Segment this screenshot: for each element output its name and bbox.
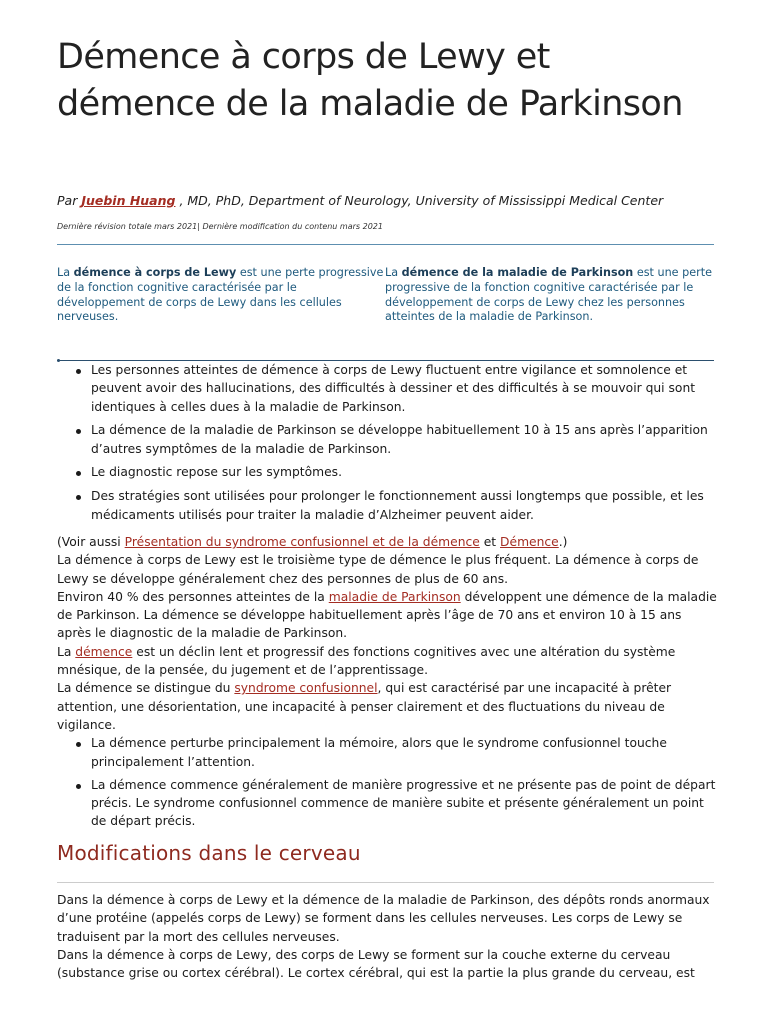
definition-lewy-text: est une perte progressive de la fonction cognitive caractérisée par le développement de corps de Lewy dans les cellules nerveuses.: [57, 266, 384, 324]
list-item: Les personnes atteintes de démence à corps de Lewy fluctuent entre vigilance et somnolence et peuvent avoir des hallucinations, des difficultés à dessiner et des difficultés à se mouvoir qui sont identiques à celles dues à la maladie de Parkinson.: [57, 361, 717, 416]
paragraph-text: La: [57, 644, 76, 659]
definition-lewy: [57, 266, 386, 325]
link-delirium[interactable]: syndrome confusionnel: [234, 681, 378, 696]
byline: [57, 193, 717, 208]
paragraph: [57, 588, 717, 643]
paragraph: [57, 643, 717, 680]
body-text: [57, 533, 717, 836]
divider: [57, 882, 714, 883]
paragraph-text: développent une démence de la maladie de Parkinson. La démence se développe habituellement après l’âge de 70 ans et environ 10 à 15 ans après le diagnostic de la maladie de Parkinson.: [57, 589, 717, 641]
see-also-post: .): [558, 535, 568, 549]
see-also-mid: et: [479, 535, 501, 549]
key-points-list: [57, 361, 717, 529]
revision-date: Dernière révision totale mars 2021| Dernière modification du contenu mars 2021: [57, 222, 383, 231]
definition-parkinson-pre: La: [385, 266, 402, 279]
link-dementia-inline[interactable]: démence: [75, 644, 133, 659]
author-link[interactable]: Juebin Huang: [81, 193, 176, 208]
paragraph-text: La démence se distingue du: [57, 681, 235, 696]
differences-list: [57, 734, 717, 830]
byline-prefix: Par: [57, 193, 82, 208]
link-overview[interactable]: Présentation du syndrome confusionnel et de la démence: [124, 535, 480, 549]
link-dementia[interactable]: Démence: [500, 535, 559, 549]
paragraph: Dans la démence à corps de Lewy et la démence de la maladie de Parkinson, des dépôts ronds anormaux d’une protéine (appelés corps de Lewy) se forment dans les cellules nerveuses. Les corps de Lewy se traduisent par la mort des cellules nerveuses.: [57, 893, 710, 944]
list-item: Des stratégies sont utilisées pour prolonger le fonctionnement aussi longtemps que possible, et les médicaments utilisés pour traiter la maladie d’Alzheimer peuvent aider.: [57, 487, 717, 524]
paragraph-text: est un déclin lent et progressif des fonctions cognitives avec une altération du système mnésique, de la pensée, du jugement et de l’apprentissage.: [57, 644, 676, 678]
paragraph-text: Environ 40 % des personnes atteintes de la: [57, 589, 329, 604]
paragraph: La démence à corps de Lewy est le troisième type de démence le plus fréquent. La démence à corps de Lewy se développe généralement chez des personnes de plus de 60 ans.: [57, 553, 699, 586]
see-also-pre: (Voir aussi: [57, 535, 125, 549]
section-body: [57, 891, 717, 982]
byline-affiliation: , MD, PhD, Department of Neurology, University of Mississippi Medical Center: [175, 193, 664, 208]
list-item: La démence perturbe principalement la mémoire, alors que le syndrome confusionnel touche principalement l’attention.: [57, 734, 717, 771]
definition-lewy-term: démence à corps de Lewy: [73, 266, 237, 279]
section-heading: Modifications dans le cerveau: [57, 841, 361, 865]
list-item: La démence commence généralement de manière progressive et ne présente pas de point de départ précis. Le syndrome confusionnel commence de manière subite et présente généralement un point de départ précis.: [57, 776, 717, 831]
definition-parkinson-text: est une perte progressive de la fonction cognitive caractérisée par le développement de corps de Lewy chez les personnes atteintes de la maladie de Parkinson.: [385, 266, 712, 324]
page-title: Démence à corps de Lewy et démence de la maladie de Parkinson: [57, 37, 683, 124]
see-also: [57, 533, 717, 551]
paragraph: Dans la démence à corps de Lewy, des corps de Lewy se forment sur la couche externe du cerveau (substance grise ou cortex cérébral). Le cortex cérébral, qui est la partie la plus grande du cerveau, est: [57, 947, 695, 981]
list-item: Le diagnostic repose sur les symptômes.: [57, 463, 717, 481]
definition-parkinson-term: démence de la maladie de Parkinson: [401, 266, 634, 279]
link-parkinson[interactable]: maladie de Parkinson: [328, 589, 461, 604]
definition-parkinson: [385, 266, 718, 325]
paragraph: [57, 679, 717, 734]
definition-lewy-pre: La: [57, 266, 74, 279]
list-item: La démence de la maladie de Parkinson se développe habituellement 10 à 15 ans après l’apparition d’autres symptômes de la maladie de Parkinson.: [57, 421, 717, 458]
divider: [57, 244, 714, 245]
paragraph-text: , qui est caractérisé par une incapacité à prêter attention, une désorientation, une incapacité à penser clairement et des fluctuations du niveau de vigilance.: [57, 681, 672, 732]
